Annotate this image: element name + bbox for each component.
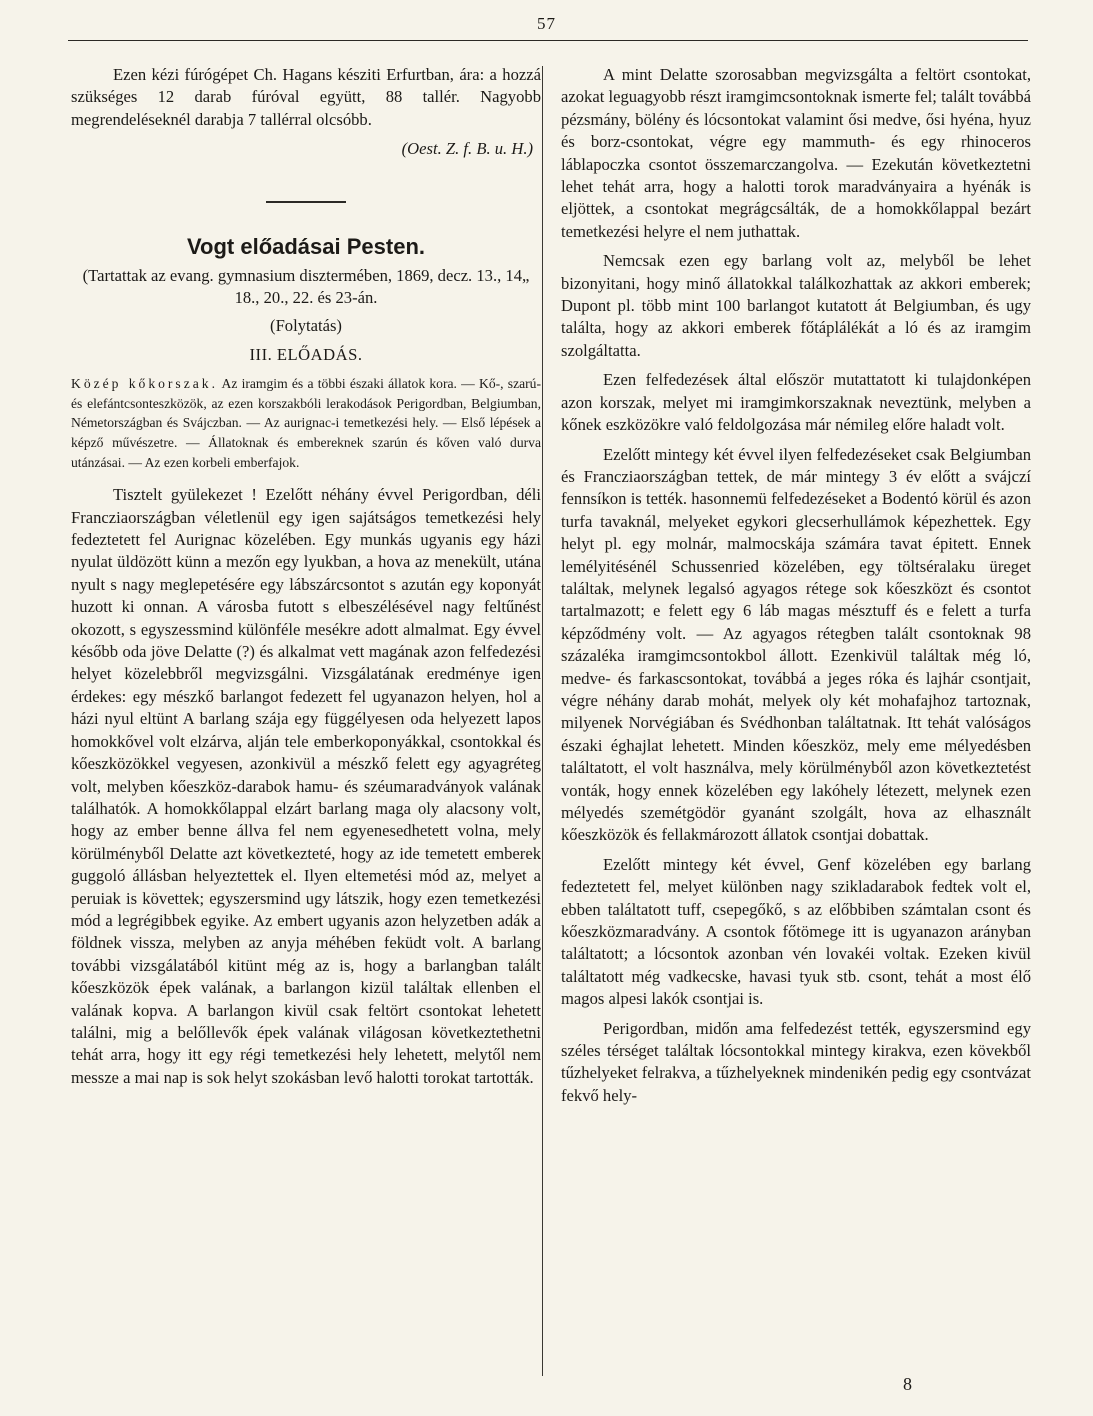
body-paragraph: Ezelőtt mintegy két évvel, Genf közelében egy barlang fedeztetett fel, melyet különben nagy szikladarabok fedtek volt el, ebben találtatott tuff, csepegőkő, s az előbbiben számtalan csont és kőeszközmaradvány. A csontok főtömege itt is ugyanazon arányban találtatott; a lócsontok azonban vén lovakéi voltak. Ezeken kivül találtatott még vadkecske, havasi tyuk stb. csont, tehát a most élő magos alpesi lakók csontjai is. xyxy=(561,854,1031,1009)
article-meta: (Tartattak az evang. gymnasium disztermében, 1869, decz. 13., 14„ 18., 20., 22. és 23-án. xyxy=(82,265,530,308)
summary-text: Az iramgim és a többi északi állatok kora. — Kő-, szarú- és elefántcsonteszközök, az ezen korszakbóli lerakodások Perigordban, Belgiumban, Németországban és Svájczban. — Az aurignac-i temetkezési hely. — Első lépések a képző művészetre. — Állatoknak és embereknek szarún és kőven való durva utánzásai. — Az ezen korbeli emberfajok. xyxy=(71,376,541,470)
source-citation: (Oest. Z. f. B. u. H.) xyxy=(401,139,533,159)
section-divider xyxy=(266,201,346,203)
body-paragraph: Perigordban, midőn ama felfedezést tették, egyszersmind egy széles térséget találtak lócsontokkal mintegy kirakva, ezen kövekből tűzhelyeket felrakva, a tűzhelyeknek mindenikén pedig egy csontvázat fekvő hely- xyxy=(561,1018,1031,1105)
intro-paragraph: Ezen kézi fúrógépet Ch. Hagans késziti Erfurtban, ára: a hozzá szükséges 12 darab fúróval együtt, 88 tallér. Nagyobb megrendeléseknél darabja 7 tallérral olcsóbb. xyxy=(71,65,541,129)
summary-lead: Közép kőkorszak. xyxy=(71,376,218,392)
header-rule xyxy=(68,40,1028,41)
column-divider xyxy=(542,66,543,1376)
article-title: Vogt előadásai Pesten. xyxy=(186,233,425,259)
body-paragraph: Nemcsak ezen egy barlang volt az, melyből be lehet bizonyitani, hogy minő állatokkal találkozhattak az akkori emberek; Dupont pl. több mint 100 barlangot kutatott át Belgiumban, és ugy találta, hogy az akkori emberek főtáplálékát a ló és az iramgim szolgáltatta. xyxy=(561,251,1031,360)
right-column xyxy=(561,64,1031,1114)
continuation-note: (Folytatás) xyxy=(270,316,342,336)
body-paragraph: A mint Delatte szorosabban megvizsgálta a feltört csontokat, azokat leguagyobb részt iramgimcsontoknak ismerte fel; talált továbbá pézsmány, bölény és lócsontokat valamint ősi medve, ősi hyéna, hyuz és borz-csontokat, végre egy mammuth- és egy rhinoceros láblapoczka csontot összemarczangolva. — Ezekután következtetni lehet tehát arra, hogy a halotti torok maradványaira a hyénák is eljöttek, a csontokat megrágcsálták, de a homokkőlappal bezárt temetkezési helyre el nem juthattak. xyxy=(561,65,1031,241)
body-paragraph: Ezen felfedezések által először mutattatott ki tulajdonképen azon korszak, melyet mi iramgimkorszaknak neveztünk, melyben a kőnek eszközökre való feldolgozása már némileg előre haladt volt. xyxy=(561,370,1031,435)
lecture-summary xyxy=(71,374,541,472)
left-column xyxy=(71,64,541,1096)
page-number: 57 xyxy=(537,14,556,33)
body-paragraph: Ezelőtt mintegy két évvel ilyen felfedezéseket csak Belgiumban és Francziaországban tettek, de már mintegy 3 év előtt a svájczí fennsíkon is tették. hasonnemü felfedezéseket a Bodentó körül és azon turfa tavaknál, melyeket egykori glecserhullámok képezhettek. Egy helyt pl. egy molnár, malmocskája számára tavat épitett. Ennek lemélyitésénél Schussenried közelében, egy töltséralaku üreget találtak, melynek legalsó agyagos rétege sok kőeszközt és csontot tartalmazott; e felett egy 6 láb magas mésztuff és e felett a turfa képződmény volt. — Az agyagos rétegben talált csontoknak 98 százaléka iramgimcsontokbol állott. Ezenkivül találtak még ló, medve- és farkascsontokat, továbbá a jeges róka és lajhár csontjait, végre néhány darab mohát, melyek oly két mohafajhoz tartoznak, milyenek Norvégiában és Svédhonban találtatnak. Itt tehát valóságos északi éghajlat lehetett. Minden kőeszköz, mely eme mélyedésben találtatott, el volt használva, mely körülményből azon következtetést vonták, hogy ennek közelében egy lakóhely létezett, melynek ezen mélyedés szemétgödör gyanánt szolgált, hova az elhasznált kőeszközök és fellakmározott állatok csontjai dobattak. xyxy=(561,444,1031,845)
signature-mark: 8 xyxy=(903,1374,912,1394)
body-paragraph: Tisztelt gyülekezet ! Ezelőtt néhány évvel Perigordban, déli Francziaországban véletlenül egy igen sajátságos temetkezési hely fedeztetett fel Aurignac közelében. Egy munkás ugyanis egy házi nyulat üldözött künn a mezőn egy lyukban, a hova az menekült, utána nyult s nagy meglepetésére egy lábszárcsontot s azután egy koponyát huzott ki onnan. A városba futott s elbeszélésével nagy feltűnést okozott, s egyszessmind különféle mesékre adott almalmat. Egy évvel később oda jöve Delatte (?) és alkalmat vett magának azon felfedezési helyet közelebbről megvizsgálni. Vizsgálatának eredménye igen érdekes: egy mészkő barlangot fedezett fel ugyanazon helyen, hol a házi nyul eltünt A barlang szája egy függélyesen oda helyezett lapos homokkővel volt elzárva, alján tele emberkoponyákkal, csontokkal és kőeszközökkel vegyesen, azonkivül a mészkő felett egy agyagréteg volt, melyben kőeszköz-darabok hamu- és széumaradványok valának találhatók. A homokkőlappal elzárt barlang maga oly alacsony volt, hogy az ember benne állva fel nem egyenesedhetett volna, mely körülményből Delatte azt következteté, hogy az ide temetett emberek guggoló állásban helyeztettek el. Ilyen eltemetési mód az, melyet a peruiak is követtek; egyszersmind ugy látszik, hogy ezen temetkezési mód a legrégibbek egyike. Az embert ugyanis azon helyzetben adák a földnek vissza, melyben az anyja méhében feküdt volt. A barlang további vizsgálatából kitünt még az is, hogy a barlangban talált kőeszközök épek valának, a barlangon kizül találtak ellenben el valának kopva. A barlangon kivül csak feltört csontokat lehetett találni, mig a belőllevők épek valának világosan következtethetni tehát arra, hogy itt egy régi temetkezési hely lehetett, melytől nem messze a mai nap is sok helyt szokásban levő halotti torokat tartották. xyxy=(71,485,541,1087)
lecture-heading: III. ELŐADÁS. xyxy=(249,344,363,364)
